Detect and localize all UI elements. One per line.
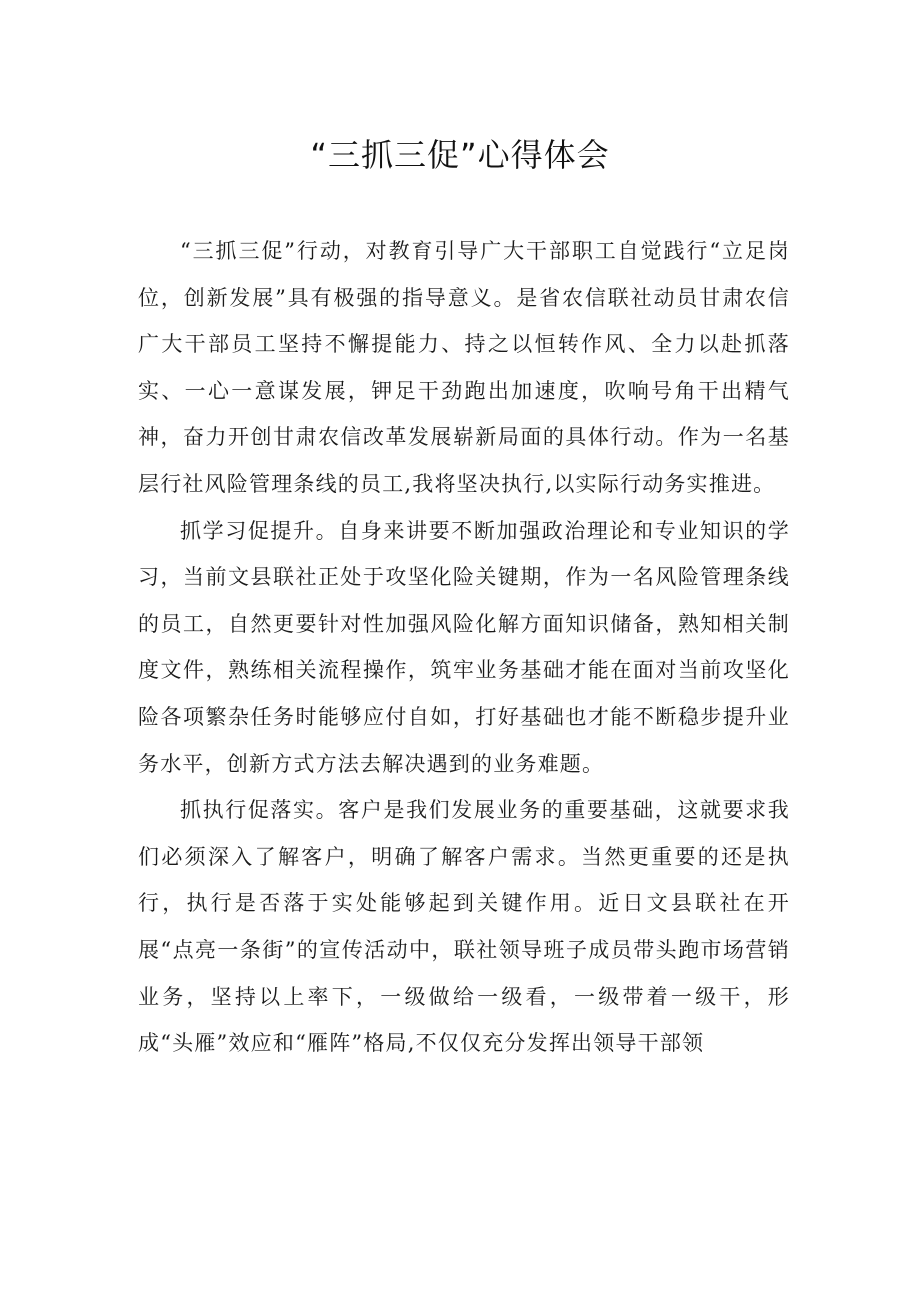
document-title: “三抓三促”心得体会	[310, 136, 610, 174]
paragraph-intro: “三抓三促”行动，对教育引导广大干部职工自觉践行“立足岗位，创新发展”具有极强的指导意义。是省农信联社动员甘肃农信广大干部员工坚持不懈提能力、持之以恒转作风、全力以赴抓落实、一心一意谋发展，钾足干劲跑出加速度，吹响号角干出精气神，奋力开创甘肃农信改革发展崭新局面的具体行动。作为一名基层行社风险管理条线的员工,我将坚决执行,以实际行动务实推进。	[138, 239, 790, 496]
paragraph-execution: 抓执行促落实。客户是我们发展业务的重要基础，这就要求我们必须深入了解客户，明确了解客户需求。当然更重要的还是执行，执行是否落于实处能够起到关键作用。近日文县联社在开展“点亮一条街”的宣传活动中，联社领导班子成员带头跑市场营销业务，坚持以上率下，一级做给一级看，一级带着一级干，形成“头雁”效应和“雁阵”格局,不仅仅充分发挥出领导干部领	[138, 798, 790, 1056]
paragraph-study: 抓学习促提升。自身来讲要不断加强政治理论和专业知识的学习，当前文县联社正处于攻坚化险关键期，作为一名风险管理条线的员工，自然更要针对性加强风险化解方面知识储备，熟知相关制度文件，熟练相关流程操作，筑牢业务基础才能在面对当前攻坚化险各项繁杂任务时能够应付自如，打好基础也才能不断稳步提升业务水平，创新方式方法去解决遇到的业务难题。	[138, 518, 790, 776]
document-body	[138, 228, 790, 1067]
